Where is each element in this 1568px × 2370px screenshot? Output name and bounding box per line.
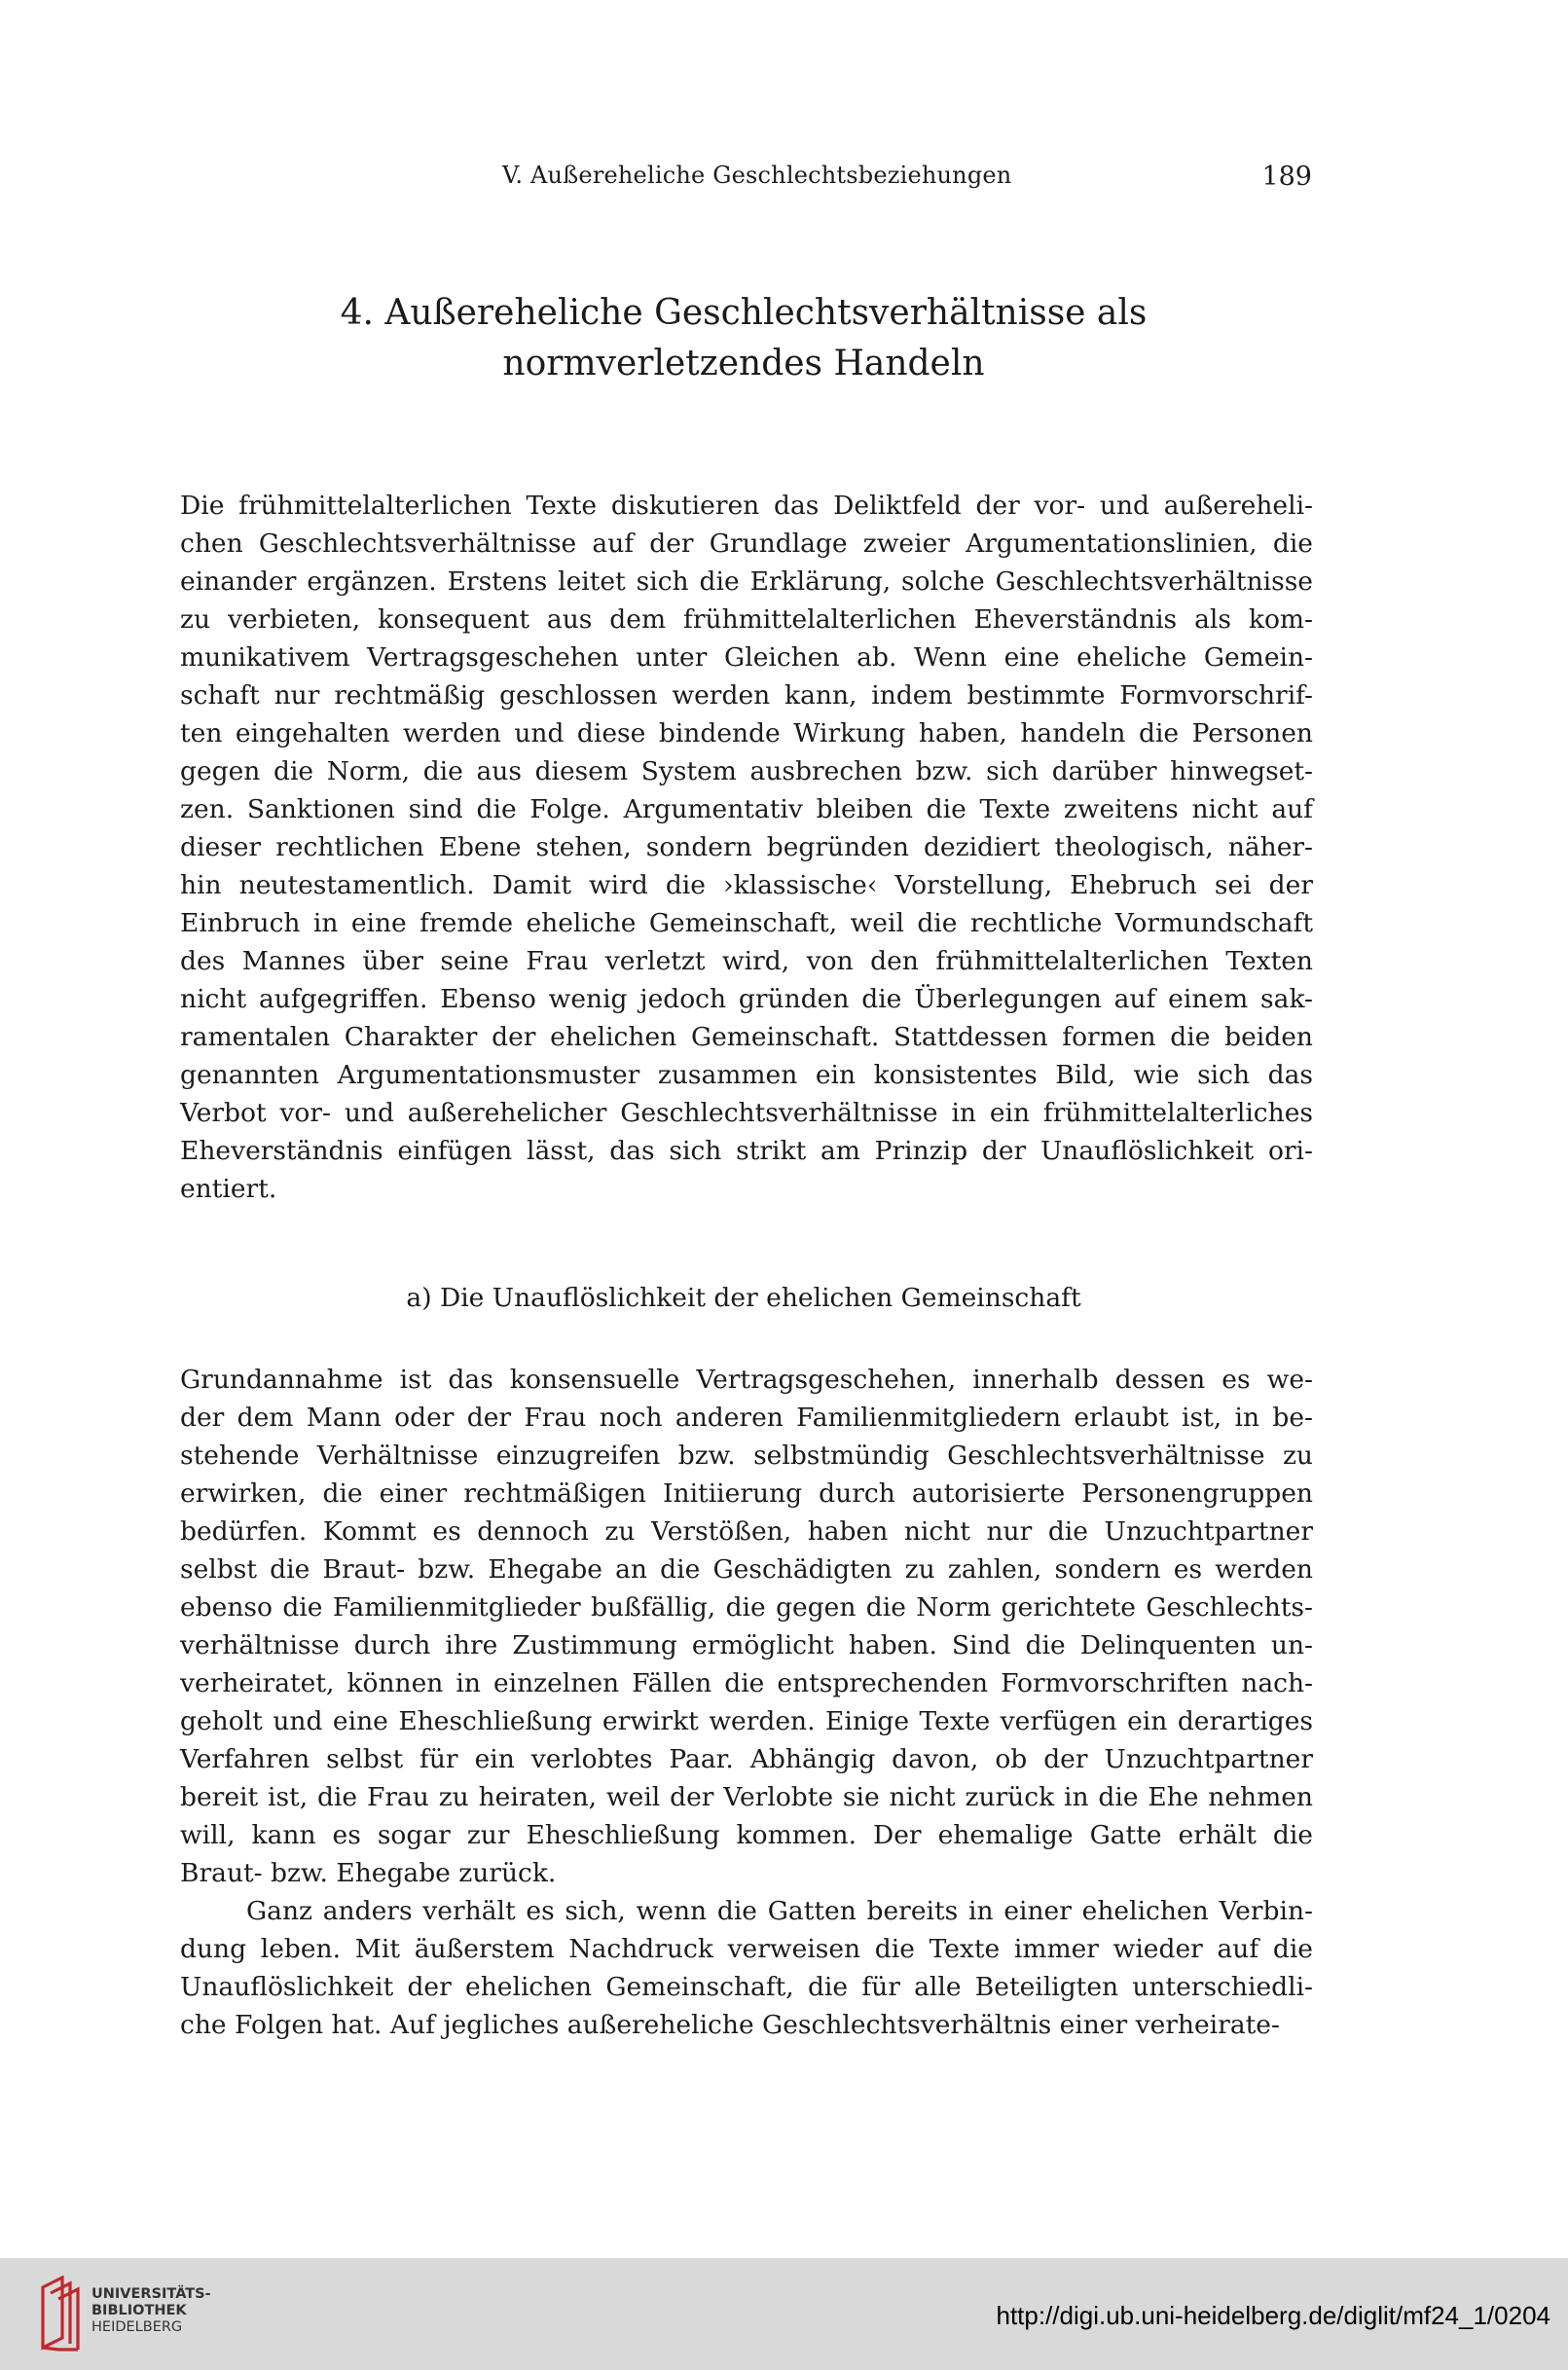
text-line: des Mannes über seine Frau verletzt wird, von den frühmittelalterlichen Texten xyxy=(180,946,1313,976)
text-line: entiert. xyxy=(180,1174,277,1204)
text-line: bereit ist, die Frau zu heiraten, weil der Verlobte sie nicht zurück in die Ehe nehmen xyxy=(180,1782,1313,1812)
text-line: Braut- bzw. Ehegabe zurück. xyxy=(180,1858,557,1888)
chapter-title-line-2: normverletzendes Handeln xyxy=(502,344,985,383)
text-line: selbst die Braut- bzw. Ehegabe an die Geschädigten zu zahlen, sondern es werden xyxy=(180,1554,1313,1585)
text-line: munikativem Vertragsgeschehen unter Gleichen ab. Wenn eine eheliche Gemein- xyxy=(180,642,1313,673)
text-line: Ganz anders verhält es sich, wenn die Gatten bereits in einer ehelichen Verbin- xyxy=(246,1896,1313,1926)
library-name xyxy=(91,2286,211,2336)
library-logo-icon xyxy=(37,2276,84,2352)
text-line: ten eingehalten werden und diese bindende Wirkung haben, handeln die Personen xyxy=(180,718,1313,748)
running-title: V. Außereheliche Geschlechtsbeziehungen xyxy=(502,162,1012,189)
library-name-line-2: BIBLIOTHEK xyxy=(91,2303,187,2318)
text-line: gegen die Norm, die aus diesem System ausbrechen bzw. sich darüber hinwegset- xyxy=(180,756,1313,786)
library-name-line-1: UNIVERSITÄTS- xyxy=(91,2286,211,2302)
running-head xyxy=(175,162,1312,201)
paragraph-grundannahme xyxy=(180,1361,1313,1892)
text-line: Die frühmittelalterlichen Texte diskutieren das Deliktfeld der vor- und außereheli- xyxy=(180,491,1313,521)
text-line: chen Geschlechtsverhältnisse auf der Grundlage zweier Argumentationslinien, die xyxy=(180,529,1313,559)
text-line: zu verbieten, konsequent aus dem frühmittelalterlichen Eheverständnis als kom- xyxy=(180,604,1313,635)
text-line: Verfahren selbst für ein verlobtes Paar. Abhängig davon, ob der Unzuchtpartner xyxy=(180,1744,1313,1774)
paragraph-intro xyxy=(180,487,1313,1208)
text-line: nicht aufgegriffen. Ebenso wenig jedoch gründen die Überlegungen auf einem sak- xyxy=(180,984,1313,1014)
text-line: hin neutestamentlich. Damit wird die ›klassische‹ Vorstellung, Ehebruch sei der xyxy=(180,870,1313,900)
text-line: Eheverständnis einfügen lässt, das sich strikt am Prinzip der Unauflöslichkeit ori- xyxy=(180,1136,1313,1166)
chapter-title xyxy=(175,288,1312,389)
footer-bar xyxy=(0,2258,1568,2370)
text-line: Einbruch in eine fremde eheliche Gemeinschaft, weil die rechtliche Vormundschaft xyxy=(180,908,1313,938)
text-line: schaft nur rechtmäßig geschlossen werden kann, indem bestimmte Formvorschrif- xyxy=(180,680,1313,711)
text-line: verhältnisse durch ihre Zustimmung ermöglicht haben. Sind die Delinquenten un- xyxy=(180,1630,1313,1660)
text-line: Verbot vor- und außerehelicher Geschlechtsverhältnisse in ein frühmittelalterliches xyxy=(180,1098,1313,1128)
text-line: che Folgen hat. Auf jegliches außereheliche Geschlechtsverhältnis einer verheirate- xyxy=(180,2010,1280,2040)
text-line: ebenso die Familienmitglieder bußfällig, die gegen die Norm gerichtete Geschlechts- xyxy=(180,1592,1313,1623)
chapter-title-line-1: 4. Außereheliche Geschlechtsverhältnisse als xyxy=(340,293,1148,333)
text-line: dieser rechtlichen Ebene stehen, sondern begründen dezidiert theologisch, näher- xyxy=(180,832,1313,862)
text-line: will, kann es sogar zur Eheschließung kommen. Der ehemalige Gatte erhält die xyxy=(180,1820,1313,1850)
footer-url[interactable]: http://digi.ub.uni-heidelberg.de/diglit/mf24_1/0204 xyxy=(996,2301,1550,2330)
text-line: Grundannahme ist das konsensuelle Vertragsgeschehen, innerhalb dessen es we- xyxy=(180,1365,1313,1395)
text-line: zen. Sanktionen sind die Folge. Argumentativ bleiben die Texte zweitens nicht auf xyxy=(180,794,1313,824)
text-line: ramentalen Charakter der ehelichen Gemeinschaft. Stattdessen formen die beiden xyxy=(180,1022,1313,1052)
text-line: der dem Mann oder der Frau noch anderen Familienmitgliedern erlaubt ist, in be- xyxy=(180,1403,1313,1433)
text-line: Unauflöslichkeit der ehelichen Gemeinschaft, die für alle Beteiligten unterschiedli- xyxy=(180,1972,1313,2002)
text-line: verheiratet, können in einzelnen Fällen die entsprechenden Formvorschriften nach- xyxy=(180,1668,1313,1698)
text-line: einander ergänzen. Erstens leitet sich die Erklärung, solche Geschlechtsverhältnisse xyxy=(180,566,1313,597)
text-line: bedürfen. Kommt es dennoch zu Verstößen, haben nicht nur die Unzuchtpartner xyxy=(180,1516,1313,1547)
text-line: genannten Argumentationsmuster zusammen ein konsistentes Bild, wie sich das xyxy=(180,1060,1313,1090)
page-number: 189 xyxy=(1261,162,1312,192)
text-line: stehende Verhältnisse einzugreifen bzw. selbstmündig Geschlechtsverhältnisse zu xyxy=(180,1440,1313,1471)
section-heading: a) Die Unauflöslichkeit der ehelichen Gemeinschaft xyxy=(406,1283,1081,1313)
text-line: dung leben. Mit äußerstem Nachdruck verweisen die Texte immer wieder auf die xyxy=(180,1934,1313,1964)
text-line: erwirken, die einer rechtmäßigen Initiierung durch autorisierte Personengruppen xyxy=(180,1478,1313,1509)
text-line: geholt und eine Eheschließung erwirkt werden. Einige Texte verfügen ein derartiges xyxy=(180,1706,1313,1736)
library-name-line-3: HEIDELBERG xyxy=(91,2319,183,2335)
paragraph-ganz-anders xyxy=(180,1892,1313,2044)
